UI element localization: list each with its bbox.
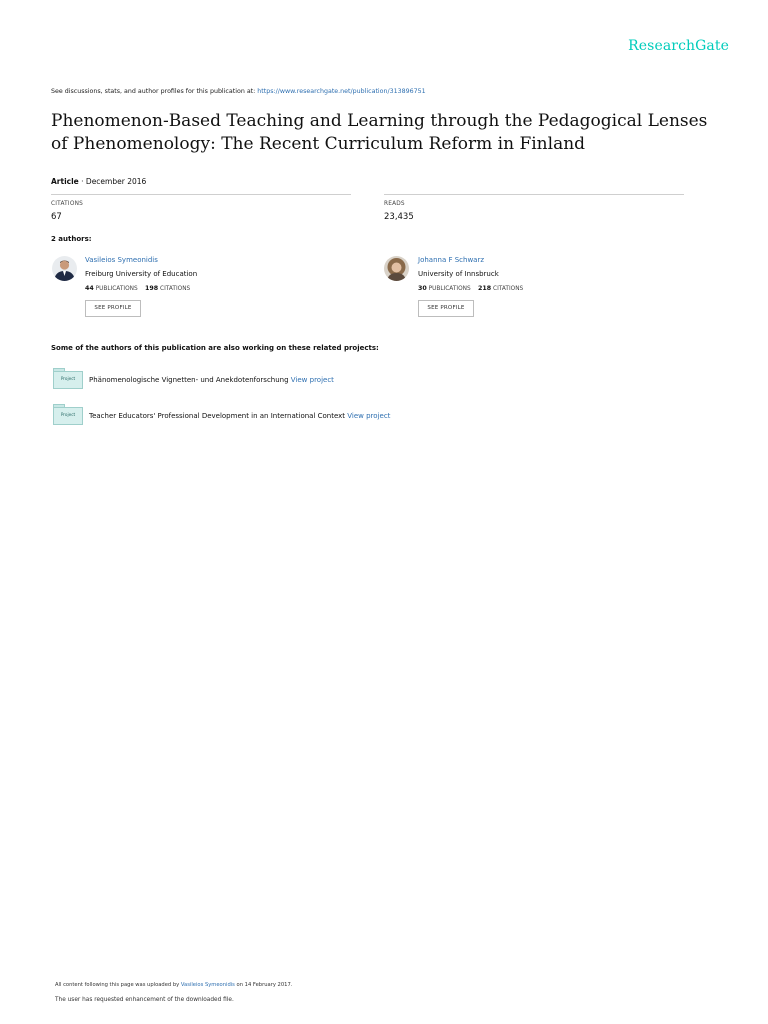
uploader-link[interactable]: Vasileios Symeonidis	[180, 982, 235, 988]
meta-separator: ·	[78, 177, 86, 186]
author-name-link[interactable]: Vasileios Symeonidis	[85, 256, 158, 264]
author-citations-label: CITATIONS	[160, 286, 191, 292]
author-citations-label: CITATIONS	[493, 286, 524, 292]
author-affiliation: Freiburg University of Education	[85, 270, 198, 278]
citations-divider	[51, 194, 351, 195]
reads-count: 23,435	[384, 212, 414, 222]
enhancement-note: The user has requested enhancement of the downloaded file.	[55, 997, 234, 1003]
see-profile-button[interactable]: SEE PROFILE	[85, 300, 141, 317]
publication-url-link[interactable]: https://www.researchgate.net/publication/313896751	[257, 88, 426, 95]
reads-divider	[384, 194, 684, 195]
author-name-link[interactable]: Johanna F Schwarz	[418, 256, 485, 264]
project-folder-icon[interactable]	[53, 404, 83, 425]
reads-label: READS	[384, 201, 405, 207]
authors-heading: 2 authors:	[51, 235, 92, 243]
author-stats	[418, 285, 523, 292]
project-item	[89, 376, 334, 384]
author-publications-count: 44	[85, 285, 94, 292]
publication-type: Article	[51, 177, 79, 186]
author-affiliation: University of Innsbruck	[418, 270, 499, 278]
discussion-line	[51, 88, 426, 95]
view-project-link[interactable]: View project	[290, 376, 334, 384]
researchgate-logo[interactable]: ResearchGate	[628, 38, 729, 54]
author-publications-label: PUBLICATIONS	[95, 286, 138, 292]
upload-note	[55, 982, 292, 988]
upload-suffix: on 14 February 2017.	[236, 982, 293, 988]
project-folder-label: Project	[60, 376, 76, 381]
author-citations-count: 218	[478, 285, 492, 292]
projects-heading: Some of the authors of this publication are also working on these related projects:	[51, 344, 379, 352]
author-publications-label: PUBLICATIONS	[428, 286, 471, 292]
citations-count: 67	[51, 212, 62, 222]
publication-title: Phenomenon-Based Teaching and Learning through the Pedagogical Lenses of Phenomenology: The Recent Curriculum Reform in Finland	[51, 111, 708, 154]
author-stats	[85, 285, 190, 292]
upload-prefix: All content following this page was uploaded by	[55, 982, 180, 988]
author-publications-count: 30	[418, 285, 427, 292]
discussion-prefix: See discussions, stats, and author profiles for this publication at:	[51, 88, 256, 95]
project-folder-icon[interactable]	[53, 368, 83, 389]
author-citations-count: 198	[145, 285, 159, 292]
publication-date: December 2016	[85, 177, 147, 186]
project-folder-label: Project	[60, 412, 76, 417]
project-title: Phänomenologische Vignetten- und Anekdotenforschung	[89, 376, 289, 384]
author-avatar[interactable]	[52, 256, 77, 281]
see-profile-button[interactable]: SEE PROFILE	[418, 300, 474, 317]
view-project-link[interactable]: View project	[347, 412, 391, 420]
author-avatar[interactable]	[384, 256, 409, 281]
project-item	[89, 412, 390, 420]
citations-label: CITATIONS	[51, 201, 83, 207]
publication-meta	[51, 177, 146, 186]
project-title: Teacher Educators' Professional Development in an International Context	[89, 412, 346, 420]
